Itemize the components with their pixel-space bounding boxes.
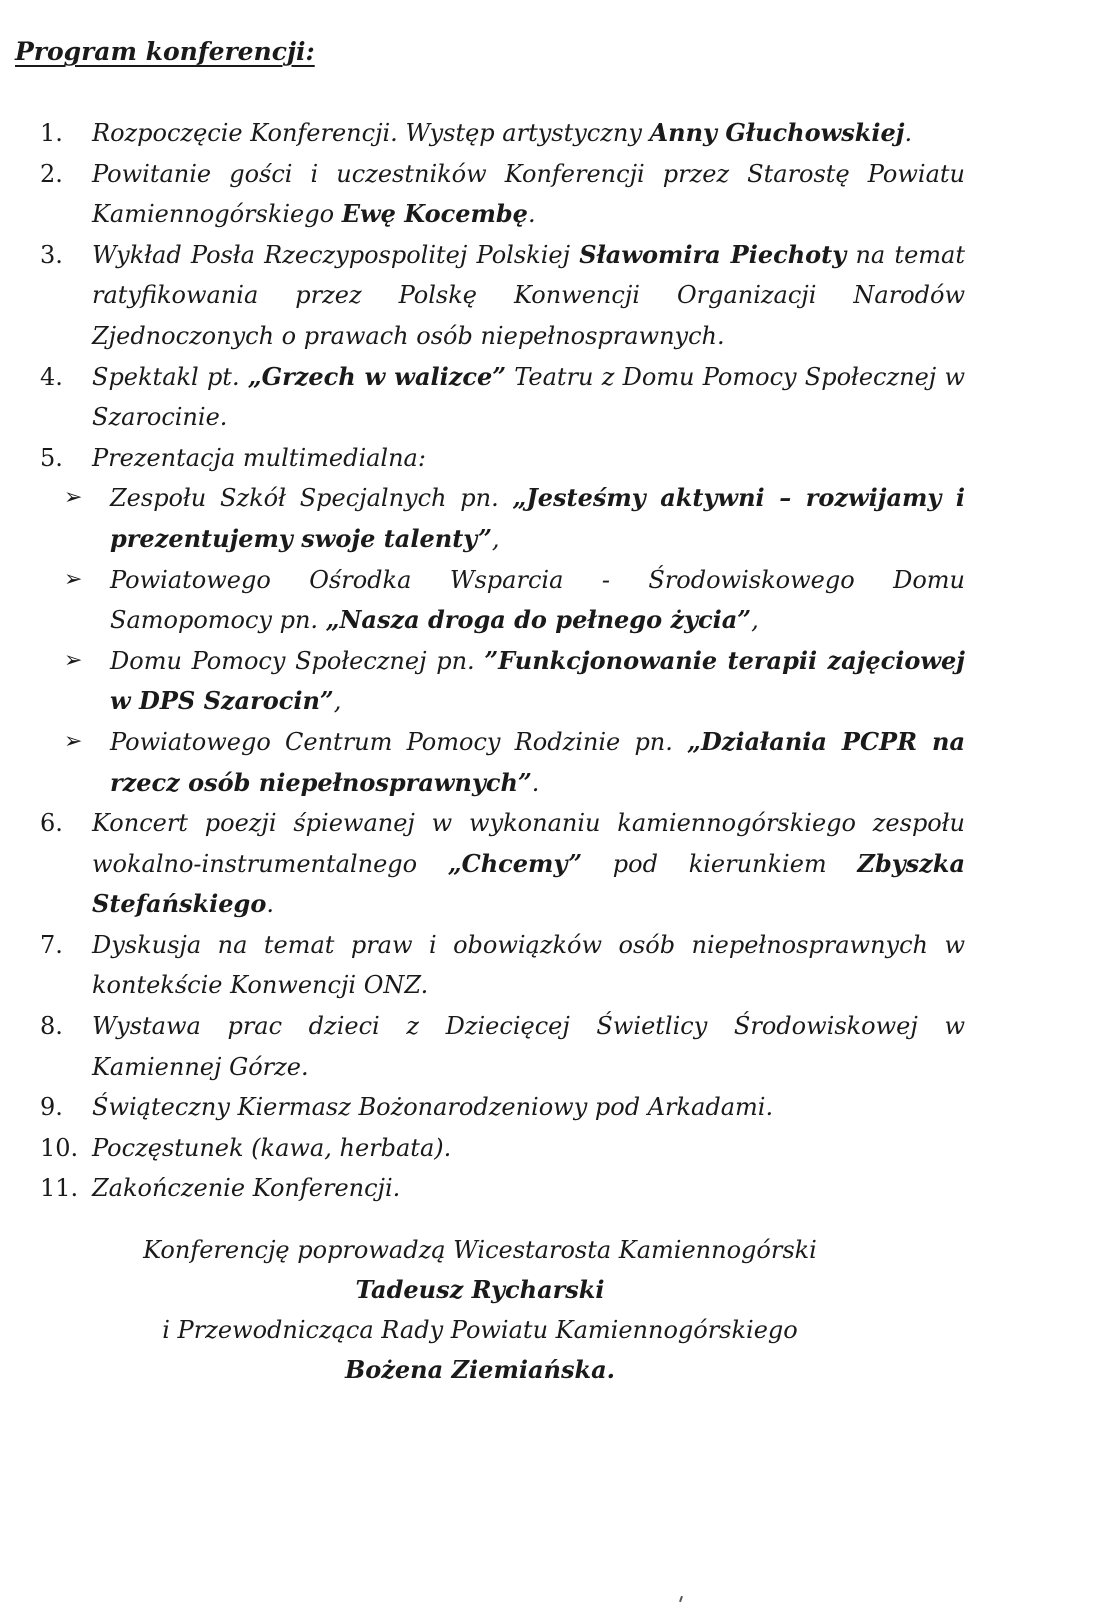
emphasized-text: „Grzech w walizce” (247, 361, 507, 391)
item-text (92, 803, 965, 925)
program-item-row (40, 1168, 965, 1209)
text-segment: Powiatowego Ośrodka Wsparcia - Środowiskowego Domu Samopomocy pn. (110, 565, 965, 635)
text-segment: pod kierunkiem (582, 849, 858, 878)
text-segment: . (904, 119, 913, 147)
emphasized-text: „Chcemy” (447, 848, 583, 878)
program-item-row (40, 1006, 965, 1087)
program-item-6 (40, 803, 965, 925)
item-text (92, 357, 965, 438)
text-segment: Świąteczny Kiermasz Bożonarodzeniowy pod Arkadami. (92, 1093, 774, 1122)
item-text (92, 438, 965, 479)
program-item-row (40, 438, 965, 479)
page-title: Program konferencji: (15, 37, 315, 66)
item-text (92, 925, 965, 1006)
emphasized-text: „Jesteśmy aktywni – rozwijamy i prezentujemy swoje talenty” (110, 483, 965, 553)
text-segment: . (266, 890, 274, 919)
program-item-row (40, 925, 965, 1006)
program-item-4 (40, 357, 965, 438)
emphasized-text: Sławomira Piechoty (579, 239, 847, 269)
program-item-9 (40, 1087, 965, 1128)
text-segment: , (491, 524, 500, 553)
arrow-bullet-icon: ➢ (64, 728, 83, 754)
text-segment: Dyskusja na temat praw i obowiązków osób niepełnosprawnych w kontekście Konwencji ONZ. (92, 930, 965, 1000)
program-item-2 (40, 154, 965, 235)
program-item-11 (40, 1168, 965, 1209)
scan-speck (679, 1596, 683, 1602)
program-item-row (40, 154, 965, 235)
arrow-bullet-icon: ➢ (64, 566, 83, 592)
presentation-text (110, 722, 965, 803)
item-text (92, 1087, 965, 1128)
program-item-row (40, 235, 965, 357)
item-text (92, 1168, 965, 1209)
emphasized-text: „Działania PCPR na rzecz osób niepełnosprawnych” (110, 726, 966, 797)
item-number: 4. (40, 362, 63, 391)
emphasized-text: Ewę Kocembę (341, 199, 528, 229)
text-segment: Koncert poezji śpiewanej w wykonaniu kamiennogórskiego zespołu wokalno-instrumentalnego (92, 809, 965, 878)
emphasized-text: ”Funkcjonowanie terapii zajęciowej w DPS Szarocin” (110, 645, 965, 716)
closing-line-hosts: Konferencję poprowadzą Wicestarosta Kamiennogórski (143, 1236, 817, 1264)
item-number: 6. (40, 809, 63, 838)
item-number: 8. (40, 1012, 63, 1041)
text-segment: na temat ratyfikowania przez Polskę Konwencji Organizacji Narodów Zjednoczonych o prawach osób niepełnosprawnych. (92, 240, 965, 350)
text-segment: Teatru z Domu Pomocy Społecznej w Szarocinie. (92, 362, 965, 432)
text-segment: Wystawa prac dzieci z Dziecięcej Świetlicy Środowiskowej w Kamiennej Górze. (92, 1012, 965, 1081)
text-segment: Zespołu Szkół Specjalnych pn. (110, 484, 513, 513)
item-number: 9. (40, 1093, 63, 1122)
program-list (40, 113, 965, 1209)
item-number: 3. (40, 240, 63, 269)
item-text (92, 235, 965, 357)
text-segment: Wykład Posła Rzeczypospolitej Polskiej (92, 240, 580, 269)
presentation-text (110, 641, 965, 722)
text-segment: Spektakl pt. (92, 362, 248, 391)
emphasized-text: Zbyszka Stefańskiego (92, 848, 965, 919)
program-item-3 (40, 235, 965, 357)
program-item-1 (40, 113, 965, 154)
program-item-row (40, 803, 965, 925)
program-item-row (40, 357, 965, 438)
closing-name-chair: Bożena Ziemiańska. (344, 1355, 615, 1384)
emphasized-text: „Nasza droga do pełnego życia” (325, 605, 752, 635)
text-segment: . (527, 200, 536, 229)
text-segment: Powitanie gości i uczestników Konferencji przez Starostę Powiatu Kamiennogórskiego (92, 159, 965, 229)
text-segment: . (531, 768, 540, 797)
presentation-sublist (40, 478, 965, 803)
item-number: 11. (40, 1174, 79, 1203)
arrow-bullet-icon: ➢ (64, 485, 83, 511)
closing-line-chair: i Przewodnicząca Rady Powiatu Kamiennogórskiego (162, 1316, 798, 1344)
text-segment: Powiatowego Centrum Pomocy Rodzinie pn. (110, 727, 688, 756)
emphasized-text: Anny Głuchowskiej (649, 118, 905, 147)
text-segment: , (751, 606, 759, 635)
program-item-8 (40, 1006, 965, 1087)
program-item-row (40, 1087, 965, 1128)
presentation-item (40, 560, 965, 641)
text-segment: Rozpoczęcie Konferencji. Występ artystyczny (92, 119, 650, 147)
arrow-bullet-icon: ➢ (64, 647, 83, 673)
presentation-item (40, 641, 965, 722)
text-segment: , (333, 687, 342, 716)
presentation-text (110, 478, 965, 559)
program-item-row (40, 113, 965, 154)
item-number: 1. (40, 119, 63, 147)
item-number: 5. (40, 443, 63, 472)
presentation-item (40, 722, 965, 803)
text-segment: Prezentacja multimedialna: (92, 443, 426, 472)
text-segment: Zakończenie Konferencji. (92, 1174, 401, 1203)
closing-note (0, 1230, 960, 1390)
program-item-10 (40, 1128, 965, 1169)
presentation-item (40, 478, 965, 559)
item-number: 7. (40, 930, 63, 959)
item-text (92, 113, 965, 154)
item-text (92, 154, 965, 235)
presentation-text (110, 560, 965, 641)
program-item-row (40, 1128, 965, 1169)
item-number: 2. (40, 159, 63, 188)
item-text (92, 1006, 965, 1087)
text-segment: Poczęstunek (kawa, herbata). (92, 1133, 452, 1162)
program-item-7 (40, 925, 965, 1006)
item-text (92, 1128, 965, 1169)
closing-name-vice-starost: Tadeusz Rycharski (355, 1275, 605, 1304)
item-number: 10. (40, 1133, 79, 1162)
text-segment: Domu Pomocy Społecznej pn. (110, 646, 485, 675)
program-item-5 (40, 438, 965, 803)
